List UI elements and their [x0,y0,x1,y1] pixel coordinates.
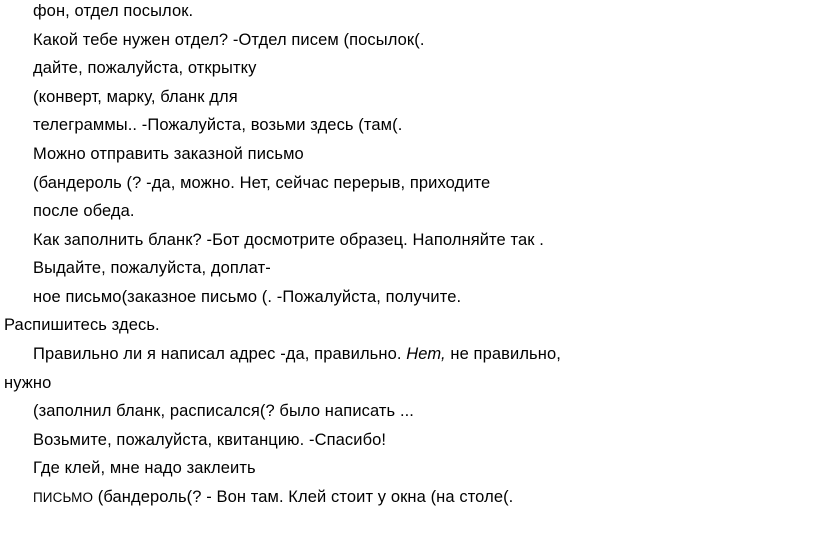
text-line: Какой тебе нужен отдел? -Отдел писем (посылок(. [33,31,425,49]
text-line: после обеда. [33,202,135,220]
text-line: (заполнил бланк, расписался(? было написать ... [33,402,414,420]
text-line: Возьмите, пожалуйста, квитанцию. -Спасибо! [33,431,387,449]
text-line: ное письмо(заказное письмо (. -Пожалуйста, получите. [33,288,462,306]
text-line: Как заполнить бланк? -Бот досмотрите образец. Наполняйте так . [33,231,544,249]
text-line: Выдайте, пожалуйста, доплат- [33,259,271,277]
text-line: Можно отправить заказной письмо [33,145,304,163]
text-line: (бандероль (? -да, можно. Нет, сейчас перерыв, приходите [33,174,491,192]
text-line-mixed [33,487,513,508]
italic-text-run: Нет, [406,345,446,363]
text-run: ПИСЬМО [33,490,94,505]
text-line: Где клей, мне надо заклеить [33,459,256,477]
text-run: (бандероль(? - Вон там. Клей стоит у окна (на столе(. [93,488,514,506]
text-run: Правильно ли я написал адрес -да, правильно. [33,345,407,363]
text-run: не правильно, [445,345,561,363]
text-line: нужно [4,374,52,392]
text-line-mixed [33,344,561,364]
text-line: (конверт, марку, бланк для [33,88,238,106]
text-line: дайте, пожалуйста, открытку [33,59,257,77]
text-line: телеграммы.. -Пожалуйста, возьми здесь (там(. [33,116,403,134]
text-line: фон, отдел посылок. [33,2,194,20]
text-line: Распишитесь здесь. [4,316,160,334]
